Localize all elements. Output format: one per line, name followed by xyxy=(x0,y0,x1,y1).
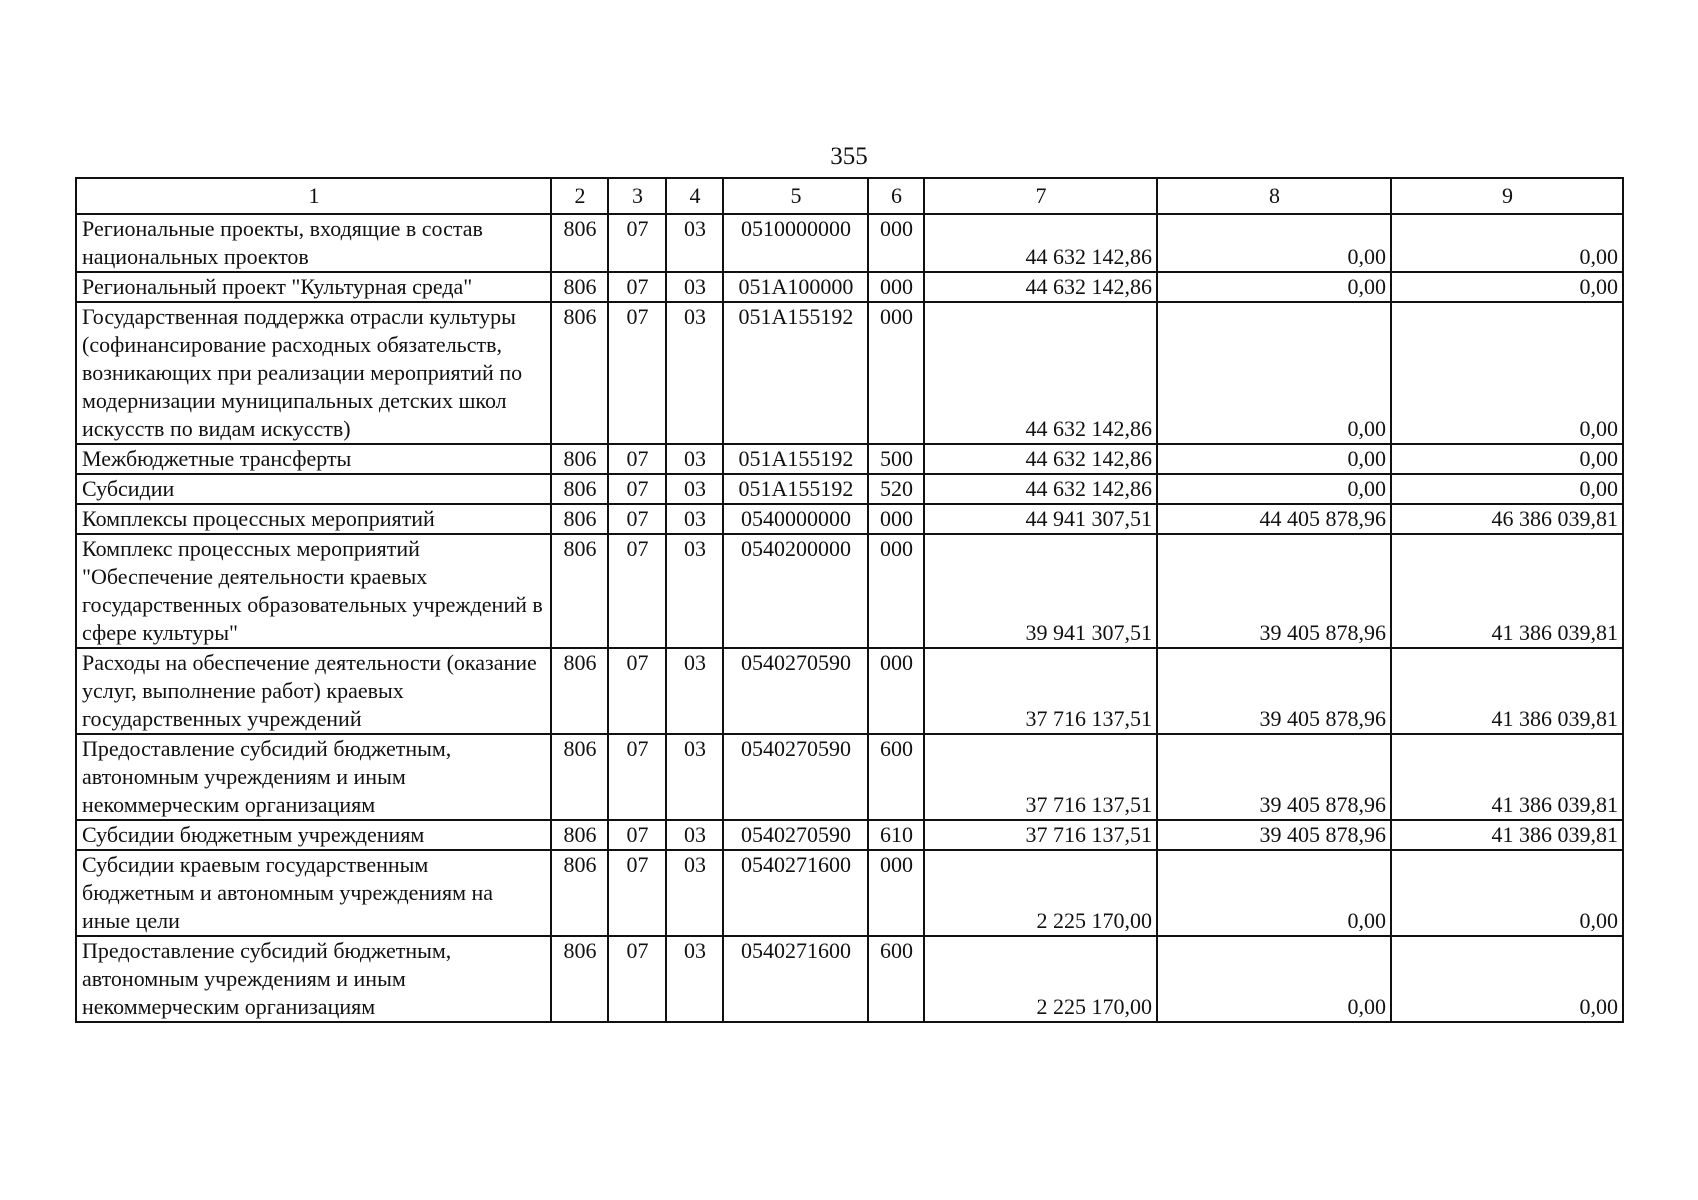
chapter-code-cell: 806 xyxy=(551,734,608,820)
amount-cell-col8: 39 405 878,96 xyxy=(1157,648,1391,734)
expense-type-cell: 000 xyxy=(868,648,924,734)
amount-cell-col9: 41 386 039,81 xyxy=(1391,734,1623,820)
section-code-cell: 07 xyxy=(608,850,666,936)
row-name-cell: Региональные проекты, входящие в состав национальных проектов xyxy=(76,214,551,272)
table-row xyxy=(76,444,1623,474)
expense-type-cell: 000 xyxy=(868,272,924,302)
row-name-cell: Государственная поддержка отрасли культуры (софинансирование расходных обязательств, возникающих при реализации мероприятий по модернизации муниципальных детских школ искусств по видам искусств) xyxy=(76,302,551,444)
chapter-code-cell: 806 xyxy=(551,850,608,936)
amount-cell-col9: 0,00 xyxy=(1391,474,1623,504)
target-article-cell: 051A155192 xyxy=(723,444,868,474)
amount-cell-col8: 0,00 xyxy=(1157,444,1391,474)
table-row xyxy=(76,474,1623,504)
section-code-cell: 07 xyxy=(608,474,666,504)
amount-cell-col7: 44 632 142,86 xyxy=(924,474,1157,504)
row-name-cell: Комплекс процессных мероприятий "Обеспечение деятельности краевых государственных образовательных учреждений в сфере культуры" xyxy=(76,534,551,648)
target-article-cell: 051A155192 xyxy=(723,474,868,504)
row-name-cell: Предоставление субсидий бюджетным, автономным учреждениям и иным некоммерческим организациям xyxy=(76,936,551,1022)
column-header: 3 xyxy=(608,178,666,214)
target-article-cell: 0510000000 xyxy=(723,214,868,272)
row-name-cell: Межбюджетные трансферты xyxy=(76,444,551,474)
amount-cell-col9: 41 386 039,81 xyxy=(1391,534,1623,648)
table-row xyxy=(76,820,1623,850)
expense-type-cell: 610 xyxy=(868,820,924,850)
amount-cell-col9: 46 386 039,81 xyxy=(1391,504,1623,534)
chapter-code-cell: 806 xyxy=(551,504,608,534)
table-row xyxy=(76,504,1623,534)
amount-cell-col7: 2 225 170,00 xyxy=(924,850,1157,936)
amount-cell-col7: 37 716 137,51 xyxy=(924,734,1157,820)
section-code-cell: 07 xyxy=(608,214,666,272)
column-header: 9 xyxy=(1391,178,1623,214)
table-row xyxy=(76,214,1623,272)
amount-cell-col8: 44 405 878,96 xyxy=(1157,504,1391,534)
column-header: 2 xyxy=(551,178,608,214)
row-name-cell: Комплексы процессных мероприятий xyxy=(76,504,551,534)
amount-cell-col8: 39 405 878,96 xyxy=(1157,734,1391,820)
amount-cell-col7: 37 716 137,51 xyxy=(924,648,1157,734)
table-row xyxy=(76,302,1623,444)
row-name-cell: Расходы на обеспечение деятельности (оказание услуг, выполнение работ) краевых государственных учреждений xyxy=(76,648,551,734)
chapter-code-cell: 806 xyxy=(551,444,608,474)
amount-cell-col7: 44 632 142,86 xyxy=(924,214,1157,272)
subsection-code-cell: 03 xyxy=(666,504,723,534)
section-code-cell: 07 xyxy=(608,504,666,534)
row-name-cell: Предоставление субсидий бюджетным, автономным учреждениям и иным некоммерческим организациям xyxy=(76,734,551,820)
row-name-cell: Региональный проект "Культурная среда" xyxy=(76,272,551,302)
amount-cell-col9: 0,00 xyxy=(1391,936,1623,1022)
subsection-code-cell: 03 xyxy=(666,734,723,820)
expense-type-cell: 000 xyxy=(868,850,924,936)
amount-cell-col7: 44 632 142,86 xyxy=(924,272,1157,302)
chapter-code-cell: 806 xyxy=(551,534,608,648)
row-name-cell: Субсидии краевым государственным бюджетным и автономным учреждениям на иные цели xyxy=(76,850,551,936)
section-code-cell: 07 xyxy=(608,444,666,474)
subsection-code-cell: 03 xyxy=(666,214,723,272)
chapter-code-cell: 806 xyxy=(551,302,608,444)
amount-cell-col8: 39 405 878,96 xyxy=(1157,820,1391,850)
chapter-code-cell: 806 xyxy=(551,936,608,1022)
amount-cell-col9: 0,00 xyxy=(1391,850,1623,936)
table-row xyxy=(76,936,1623,1022)
target-article-cell: 0540200000 xyxy=(723,534,868,648)
section-code-cell: 07 xyxy=(608,734,666,820)
amount-cell-col9: 0,00 xyxy=(1391,444,1623,474)
amount-cell-col7: 39 941 307,51 xyxy=(924,534,1157,648)
amount-cell-col9: 0,00 xyxy=(1391,302,1623,444)
table-row xyxy=(76,272,1623,302)
amount-cell-col7: 44 632 142,86 xyxy=(924,302,1157,444)
amount-cell-col9: 41 386 039,81 xyxy=(1391,820,1623,850)
amount-cell-col9: 0,00 xyxy=(1391,214,1623,272)
amount-cell-col8: 0,00 xyxy=(1157,272,1391,302)
chapter-code-cell: 806 xyxy=(551,214,608,272)
chapter-code-cell: 806 xyxy=(551,272,608,302)
subsection-code-cell: 03 xyxy=(666,444,723,474)
target-article-cell: 0540000000 xyxy=(723,504,868,534)
amount-cell-col8: 0,00 xyxy=(1157,850,1391,936)
table-header-row xyxy=(76,178,1623,214)
amount-cell-col7: 37 716 137,51 xyxy=(924,820,1157,850)
amount-cell-col8: 0,00 xyxy=(1157,936,1391,1022)
chapter-code-cell: 806 xyxy=(551,820,608,850)
expense-type-cell: 600 xyxy=(868,936,924,1022)
amount-cell-col8: 0,00 xyxy=(1157,214,1391,272)
expense-type-cell: 600 xyxy=(868,734,924,820)
target-article-cell: 051A100000 xyxy=(723,272,868,302)
row-name-cell: Субсидии xyxy=(76,474,551,504)
column-header: 5 xyxy=(723,178,868,214)
subsection-code-cell: 03 xyxy=(666,820,723,850)
expense-type-cell: 000 xyxy=(868,302,924,444)
target-article-cell: 0540270590 xyxy=(723,820,868,850)
expense-type-cell: 500 xyxy=(868,444,924,474)
column-header: 1 xyxy=(76,178,551,214)
subsection-code-cell: 03 xyxy=(666,850,723,936)
target-article-cell: 0540270590 xyxy=(723,734,868,820)
table-row xyxy=(76,734,1623,820)
expense-type-cell: 520 xyxy=(868,474,924,504)
target-article-cell: 0540271600 xyxy=(723,850,868,936)
subsection-code-cell: 03 xyxy=(666,474,723,504)
subsection-code-cell: 03 xyxy=(666,302,723,444)
row-name-cell: Субсидии бюджетным учреждениям xyxy=(76,820,551,850)
amount-cell-col8: 0,00 xyxy=(1157,302,1391,444)
expense-type-cell: 000 xyxy=(868,504,924,534)
chapter-code-cell: 806 xyxy=(551,474,608,504)
expense-type-cell: 000 xyxy=(868,534,924,648)
column-header: 8 xyxy=(1157,178,1391,214)
section-code-cell: 07 xyxy=(608,648,666,734)
amount-cell-col7: 2 225 170,00 xyxy=(924,936,1157,1022)
page-number: 355 xyxy=(830,143,868,170)
amount-cell-col7: 44 632 142,86 xyxy=(924,444,1157,474)
section-code-cell: 07 xyxy=(608,534,666,648)
budget-table xyxy=(75,177,1624,1023)
section-code-cell: 07 xyxy=(608,936,666,1022)
table-row xyxy=(76,648,1623,734)
target-article-cell: 0540271600 xyxy=(723,936,868,1022)
section-code-cell: 07 xyxy=(608,272,666,302)
amount-cell-col7: 44 941 307,51 xyxy=(924,504,1157,534)
amount-cell-col9: 41 386 039,81 xyxy=(1391,648,1623,734)
subsection-code-cell: 03 xyxy=(666,648,723,734)
table-row xyxy=(76,534,1623,648)
subsection-code-cell: 03 xyxy=(666,272,723,302)
section-code-cell: 07 xyxy=(608,820,666,850)
subsection-code-cell: 03 xyxy=(666,936,723,1022)
column-header: 6 xyxy=(868,178,924,214)
subsection-code-cell: 03 xyxy=(666,534,723,648)
chapter-code-cell: 806 xyxy=(551,648,608,734)
target-article-cell: 051A155192 xyxy=(723,302,868,444)
expense-type-cell: 000 xyxy=(868,214,924,272)
column-header: 7 xyxy=(924,178,1157,214)
section-code-cell: 07 xyxy=(608,302,666,444)
target-article-cell: 0540270590 xyxy=(723,648,868,734)
amount-cell-col8: 0,00 xyxy=(1157,474,1391,504)
column-header: 4 xyxy=(666,178,723,214)
amount-cell-col8: 39 405 878,96 xyxy=(1157,534,1391,648)
table-row xyxy=(76,850,1623,936)
amount-cell-col9: 0,00 xyxy=(1391,272,1623,302)
